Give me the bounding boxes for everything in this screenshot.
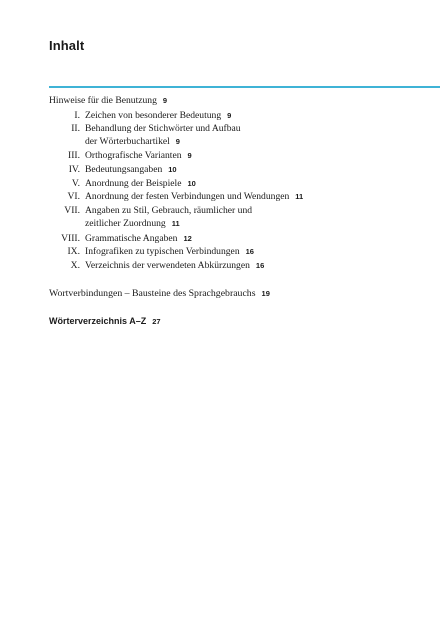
toc-item[interactable]	[85, 205, 252, 217]
toc-item-number: X.	[70, 260, 80, 271]
toc-item-label: Anordnung der Beispiele	[85, 178, 182, 189]
toc-item[interactable]	[85, 164, 177, 176]
toc-page-number: 11	[171, 219, 180, 228]
toc-item-label: Orthografische Varianten	[85, 150, 182, 161]
toc-item-label: zeitlicher Zuordnung	[85, 218, 166, 229]
page-title: Inhalt	[49, 38, 85, 53]
toc-page-number: 19	[261, 289, 270, 298]
toc-page-number: 11	[295, 192, 304, 201]
toc-item-number: VII.	[64, 205, 80, 216]
toc-item[interactable]	[85, 123, 241, 135]
toc-item[interactable]	[85, 110, 231, 122]
toc-item-number: I.	[74, 110, 80, 121]
toc-entry-woerterverzeichnis[interactable]	[49, 315, 161, 328]
toc-item-number: II.	[71, 123, 80, 134]
toc-item[interactable]	[85, 233, 192, 245]
toc-item-continuation[interactable]	[85, 136, 180, 148]
toc-entry-intro[interactable]	[49, 95, 167, 107]
toc-item[interactable]	[85, 191, 303, 203]
toc-page-number: 9	[175, 137, 180, 146]
toc-page-number: 27	[152, 317, 161, 326]
toc-page-number: 9	[227, 111, 232, 120]
title-divider	[49, 86, 440, 88]
toc-item-label: der Wörterbuchartikel	[85, 136, 170, 147]
toc-item-label: Infografiken zu typischen Verbindungen	[85, 246, 240, 257]
toc-item-label: Grammatische Angaben	[85, 233, 178, 244]
toc-item-label: Behandlung der Stichwörter und Aufbau	[85, 123, 241, 134]
toc-item-number: III.	[68, 150, 80, 161]
toc-item-label: Angaben zu Stil, Gebrauch, räumlicher und	[85, 205, 253, 216]
toc-page-number: 16	[255, 261, 265, 270]
toc-page-number: 9	[162, 96, 168, 105]
toc-entry-label: Hinweise für die Benutzung	[49, 95, 157, 106]
toc-page-number: 10	[168, 165, 177, 174]
toc-entry-wortverbindungen[interactable]	[49, 288, 270, 300]
toc-item-number: V.	[71, 178, 80, 189]
toc-item-number: VIII.	[61, 233, 80, 244]
toc-page-number: 9	[187, 151, 192, 160]
toc-item-number: VI.	[67, 191, 80, 202]
toc-item[interactable]	[85, 150, 192, 162]
toc-item-label: Anordnung der festen Verbindungen und Wendungen	[85, 191, 290, 202]
toc-item[interactable]	[85, 178, 196, 190]
toc-item-label: Verzeichnis der verwendeten Abkürzungen	[85, 260, 250, 271]
toc-item-continuation[interactable]	[85, 218, 180, 230]
toc-item-label: Bedeutungsangaben	[85, 164, 163, 175]
toc-item[interactable]	[85, 260, 264, 272]
toc-item-number: IV.	[68, 164, 80, 175]
toc-page-number: 12	[183, 234, 192, 243]
toc-item-number: IX.	[67, 246, 80, 257]
toc-entry-label: Wortverbindungen – Bausteine des Sprachgebrauchs	[49, 288, 256, 299]
toc-item[interactable]	[85, 246, 254, 258]
toc-page-number: 10	[187, 179, 196, 188]
toc-entry-label: Wörterverzeichnis A–Z	[49, 316, 147, 326]
toc-page-number: 16	[245, 247, 254, 256]
toc-item-label: Zeichen von besonderer Bedeutung	[85, 110, 222, 121]
